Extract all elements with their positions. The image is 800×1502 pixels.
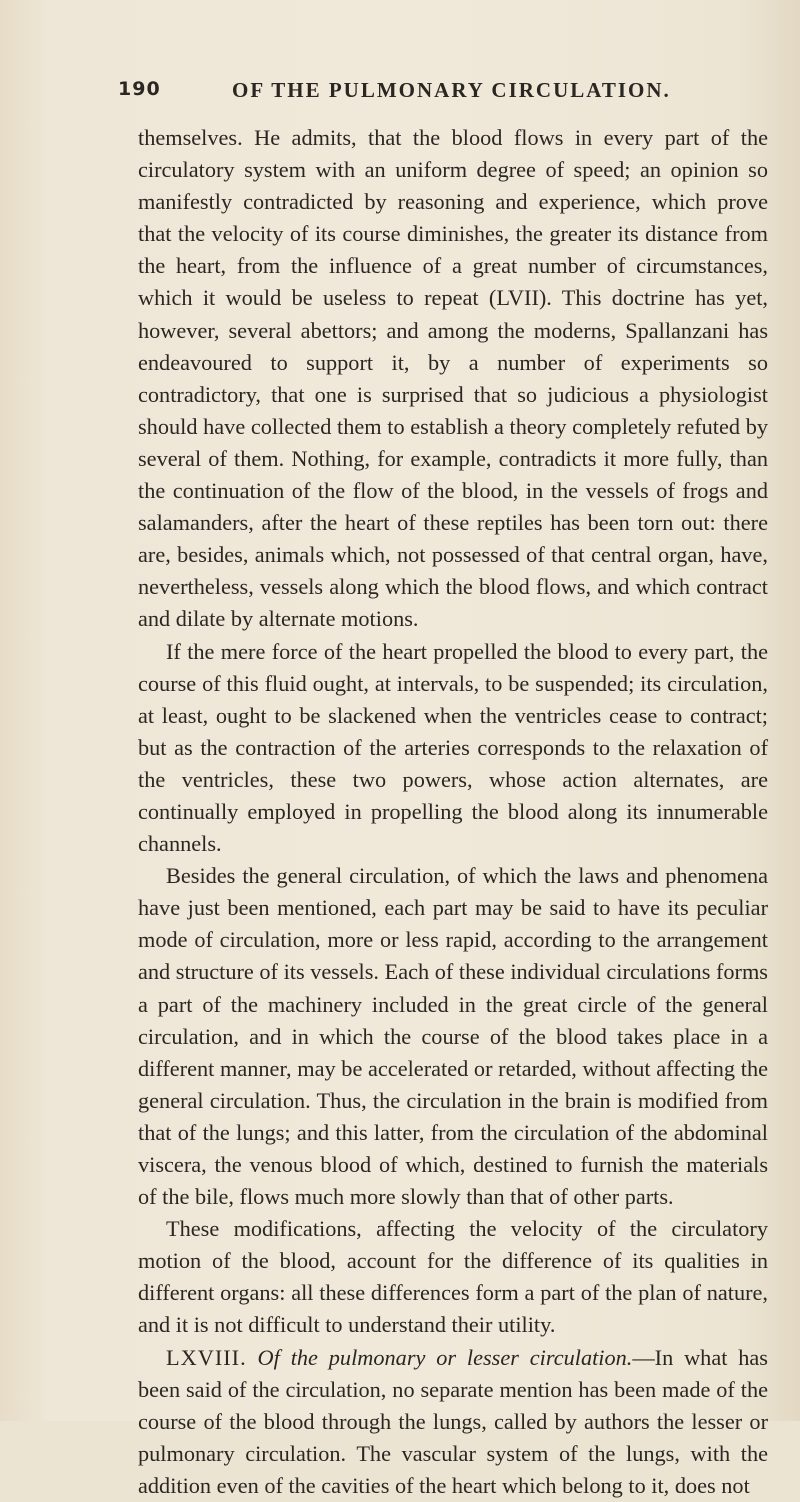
page-number: 190 bbox=[118, 78, 161, 100]
paragraph-continued: themselves. He admits, that the blood flows in every part of the circulatory system with an uniform degree of speed; an opinion so manifestly contradicted by reasoning and experience, which prove that the velocity of its course diminishes, the greater its distance from the heart, from the influence of a great number of circumstances, which it would be useless to repeat (LVII). This doctrine has yet, however, several abettors; and among the moderns, Spallanzani has endeavoured to support it, by a number of experiments so contradictory, that one is surprised that so judicious a physiologist should have collected them to establish a theory completely refuted by several of them. Nothing, for example, contradicts it more fully, than the continuation of the flow of the blood, in the vessels of frogs and salamanders, after the heart of these reptiles has been torn out: there are, besides, animals which, not possessed of that central organ, have, nevertheless, vessels along which the blood flows, and which contract and dilate by alternate motions. bbox=[138, 125, 768, 632]
section-text: —In what has been said of the circulation, no separate mention has been made of the course of the blood through the lungs, called by authors the lesser or pulmonary circulation. The vascular system of the lungs, with the addition even of the cavities of the heart which belong to it, does not bbox=[138, 1344, 768, 1498]
section-paragraph bbox=[138, 1342, 768, 1502]
paragraph: Besides the general circulation, of which the laws and phenomena have just been mentioned, each part may be said to have its peculiar mode of circulation, more or less rapid, according to the arrangement and structure of its vessels. Each of these individual circulations forms a part of the machinery included in the great circle of the general circulation, and in which the course of the blood takes place in a different manner, may be accelerated or retarded, without affecting the general circulation. Thus, the circulation in the brain is modified from that of the lungs; and this latter, from the circulation of the abdominal viscera, the venous blood of which, destined to furnish the materials of the bile, flows much more slowly than that of other parts. bbox=[138, 863, 768, 1210]
running-head: OF THE PULMONARY CIRCULATION. bbox=[232, 78, 671, 102]
paragraph: These modifications, affecting the velocity of the circulatory motion of the blood, account for the difference of its qualities in different organs: all these differences form a part of the plan of nature, and it is not difficult to understand their utility. bbox=[138, 1216, 768, 1338]
section-number: LXVIII. bbox=[166, 1344, 247, 1370]
page-header bbox=[118, 78, 738, 108]
section-title: Of the pulmonary or lesser circulation. bbox=[257, 1344, 633, 1370]
body-text bbox=[138, 122, 768, 1502]
paragraph: If the mere force of the heart propelled the blood to every part, the course of this fluid ought, at intervals, to be suspended; its circulation, at least, ought to be slackened when the ventricles cease to contract; but as the contraction of the arteries corresponds to the relaxation of the ventricles, these two powers, whose action alternates, are continually employed in propelling the blood along its innumerable channels. bbox=[138, 638, 768, 857]
